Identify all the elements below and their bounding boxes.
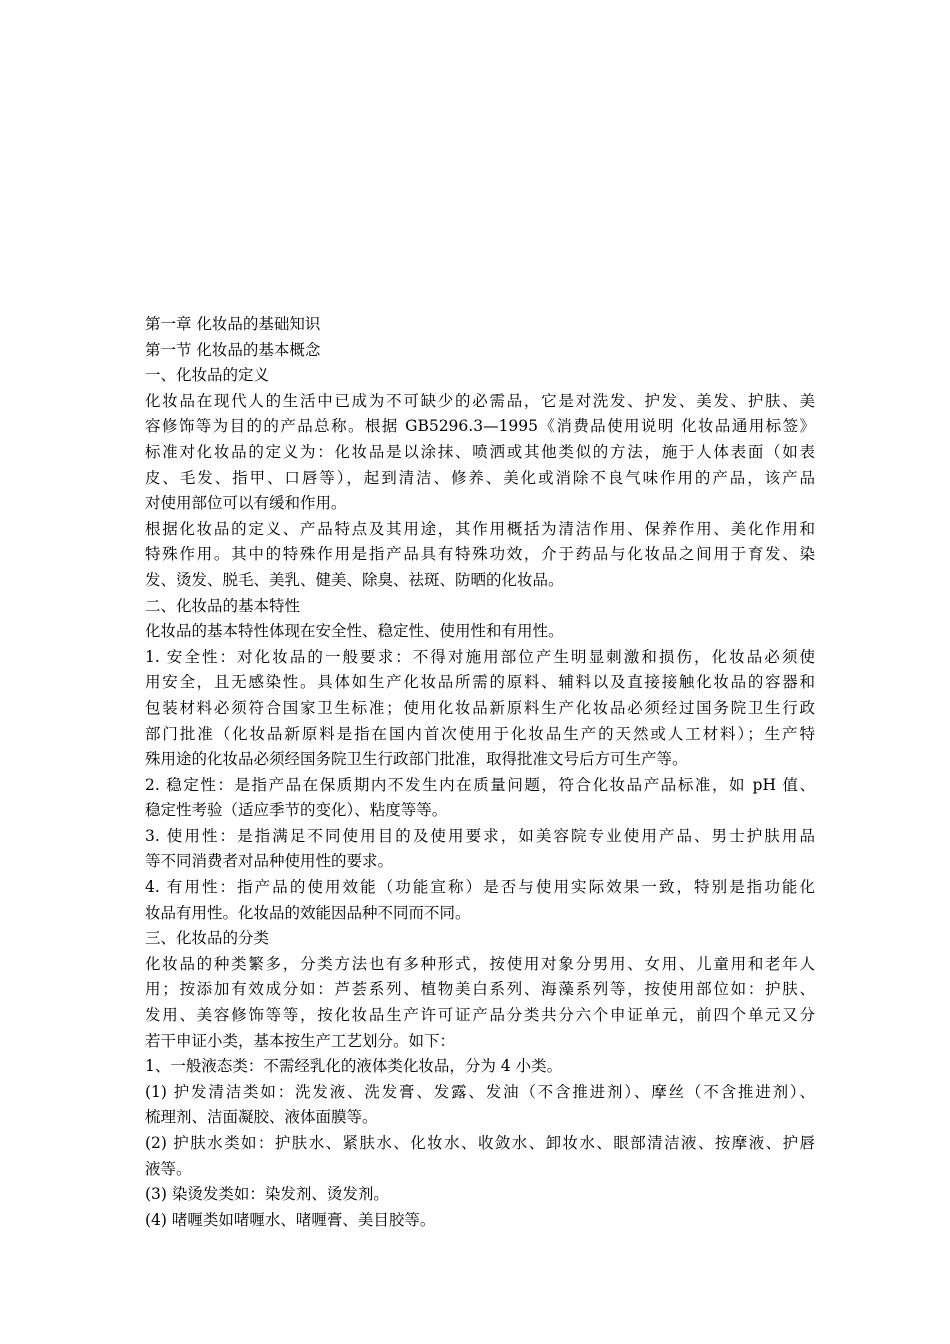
text-line: 发、烫发、脱毛、美乳、健美、除臭、祛斑、防晒的化妆品。 bbox=[145, 570, 564, 589]
text-line: 妆品有用性。化妆品的效能因品种不同而不同。 bbox=[145, 903, 471, 922]
text-line: (4) 啫喱类如啫喱水、啫喱膏、美目胶等。 bbox=[145, 1210, 436, 1229]
document-body bbox=[145, 312, 815, 1233]
text-line: 2. 稳定性：是指产品在保质期内不发生内在质量问题，符合化妆品产品标准，如 pH 值、 bbox=[145, 775, 815, 794]
text-line: 特殊作用。其中的特殊作用是指产品具有特殊功效，介于药品与化妆品之间用于育发、染 bbox=[145, 545, 815, 564]
text-line: 二、化妆品的基本特性 bbox=[145, 596, 301, 615]
text-line: 部门批准（化妆品新原料是指在国内首次使用于化妆品生产的天然或人工材料）；生产特 bbox=[145, 724, 815, 743]
text-line: 发用、美容修饰等等，按化妆品生产许可证产品分类共分六个申证单元，前四个单元又分 bbox=[145, 1006, 815, 1025]
text-line: 皮、毛发、指甲、口唇等），起到清洁、修养、美化或消除不良气味作用的产品，该产品 bbox=[145, 468, 815, 487]
text-line: 对使用部位可以有缓和作用。 bbox=[145, 494, 347, 513]
text-line: 1、一般液态类：不需经乳化的液体类化妆品，分为 4 小类。 bbox=[145, 1057, 563, 1076]
text-line: (1) 护发清洁类如：洗发液、洗发膏、发露、发油（不含推进剂）、摩丝（不含推进剂）、 bbox=[145, 1082, 815, 1101]
text-line: (2) 护肤水类如：护肤水、紧肤水、化妆水、收敛水、卸妆水、眼部清洁液、按摩液、护唇 bbox=[145, 1134, 815, 1152]
text-line: 化妆品的种类繁多，分类方法也有多种形式，按使用对象分男用、女用、儿童用和老年人 bbox=[145, 954, 815, 973]
text-line: 标准对化妆品的定义为：化妆品是以涂抹、喷洒或其他类似的方法，施于人体表面（如表 bbox=[145, 442, 815, 461]
text-line: 用安全，且无感染性。具体如生产化妆品所需的原料、辅料以及直接接触化妆品的容器和 bbox=[145, 673, 815, 692]
text-line: 一、化妆品的定义 bbox=[145, 366, 270, 385]
text-line: 殊用途的化妆品必须经国务院卫生行政部门批准，取得批准文号后方可生产等。 bbox=[145, 750, 688, 769]
text-line: 容修饰等为目的的产品总称。根据 GB5296.3—1995《消费品使用说明 化妆品通用标签》 bbox=[145, 417, 815, 436]
text-line: 第一节 化妆品的基本概念 bbox=[145, 340, 321, 359]
text-line: 化妆品在现代人的生活中已成为不可缺少的必需品，它是对洗发、护发、美发、护肤、美 bbox=[145, 391, 815, 410]
text-line: (3) 染烫发类如：染发剂、烫发剂。 bbox=[145, 1185, 389, 1204]
text-line: 3. 使用性：是指满足不同使用目的及使用要求，如美容院专业使用产品、男士护肤用品 bbox=[145, 826, 815, 845]
text-line: 稳定性考验（适应季节的变化）、粘度等等。 bbox=[145, 801, 448, 820]
text-line: 等不同消费者对品种使用性的要求。 bbox=[145, 852, 394, 871]
text-line: 若干申证小类，基本按生产工艺划分。如下： bbox=[145, 1031, 456, 1050]
text-line: 根据化妆品的定义、产品特点及其用途，其作用概括为清洁作用、保养作用、美化作用和 bbox=[145, 519, 815, 538]
text-line: 液等。 bbox=[145, 1159, 192, 1178]
text-line: 梳理剂、洁面凝胶、液体面膜等。 bbox=[145, 1108, 378, 1127]
text-line: 1. 安全性：对化妆品的一般要求：不得对施用部位产生明显刺激和损伤，化妆品必须使 bbox=[145, 647, 815, 666]
text-line: 包装材料必须符合国家卫生标准；使用化妆品新原料生产化妆品必须经过国务院卫生行政 bbox=[145, 698, 815, 717]
text-line: 化妆品的基本特性体现在安全性、稳定性、使用性和有用性。 bbox=[145, 622, 564, 641]
text-line: 用；按添加有效成分如：芦荟系列、植物美白系列、海藻系列等，按使用部位如：护肤、 bbox=[145, 980, 815, 999]
text-line: 第一章 化妆品的基础知识 bbox=[145, 315, 321, 333]
text-line: 三、化妆品的分类 bbox=[145, 929, 270, 948]
text-line: 4. 有用性：指产品的使用效能（功能宣称）是否与使用实际效果一致，特别是指功能化 bbox=[145, 878, 815, 897]
